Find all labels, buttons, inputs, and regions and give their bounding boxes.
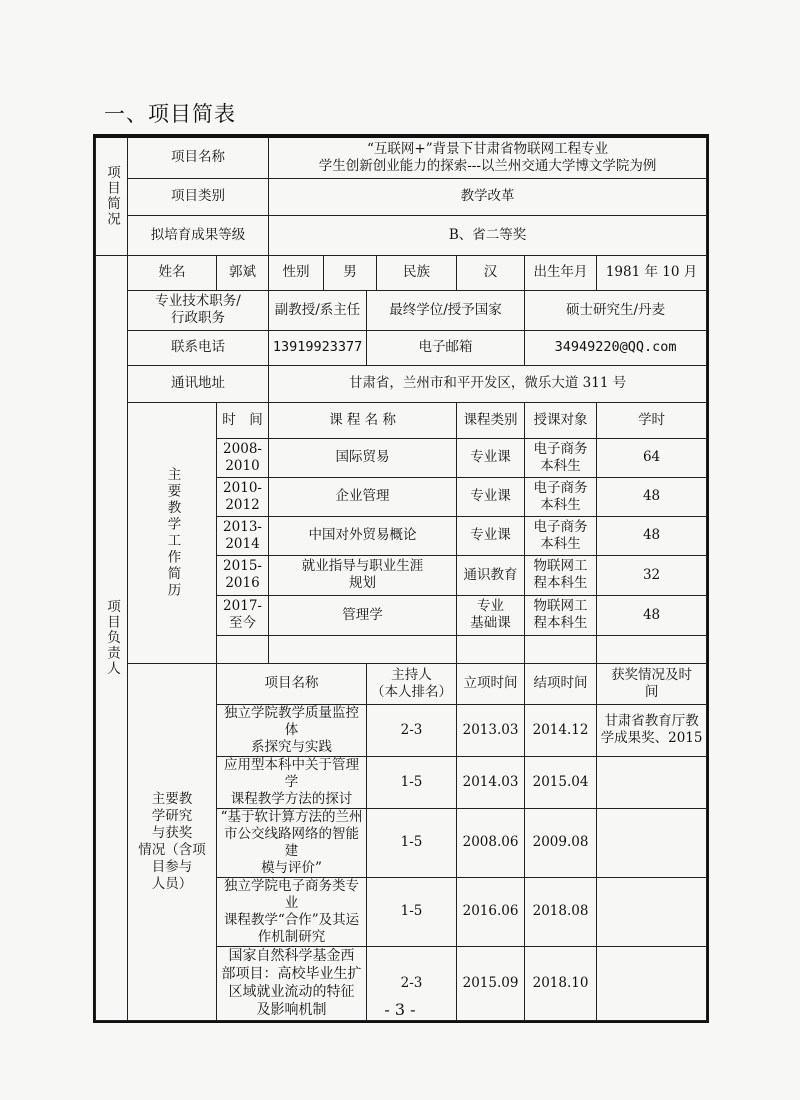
research-project: 应用型本科中关于管理学 课程教学方法的探讨 [217, 756, 367, 808]
page-number: - 3 - [384, 1000, 416, 1019]
research-header-project: 项目名称 [217, 663, 367, 704]
teaching-audience: 物联网工 程本科生 [525, 555, 597, 595]
birth-value: 1981 年 10 月 [597, 255, 707, 290]
birth-label: 出生年月 [525, 255, 597, 290]
section-heading: 一、项目简表 [104, 102, 236, 126]
teaching-category: 专业 基础课 [457, 595, 525, 635]
project-type-label: 项目类别 [128, 178, 269, 215]
teaching-audience: 电子商务 本科生 [525, 516, 597, 555]
teaching-header-hours: 学时 [597, 402, 707, 438]
research-start: 2016.06 [457, 877, 525, 946]
research-project: 独立学院电子商务类专业 课程教学“合作”及其运 作机制研究 [217, 877, 367, 946]
teaching-course: 国际贸易 [269, 438, 457, 477]
teaching-audience: 物联网工 程本科生 [525, 595, 597, 635]
teaching-hours: 48 [597, 516, 707, 555]
teaching-course: 就业指导与职业生涯 规划 [269, 555, 457, 595]
address-value: 甘肃省，兰州市和平开发区，微乐大道 311 号 [269, 365, 707, 402]
summary-section-label: 项目简况 [96, 137, 128, 255]
leader-name: 郭斌 [217, 255, 269, 290]
teaching-course: 企业管理 [269, 477, 457, 516]
leader-name-label: 姓名 [128, 255, 217, 290]
research-award [597, 808, 707, 877]
research-end: 2018.10 [525, 946, 597, 1020]
teaching-hours: 48 [597, 477, 707, 516]
teaching-hours: 48 [597, 595, 707, 635]
research-start: 2015.09 [457, 946, 525, 1020]
teaching-time: 2017-至今 [217, 595, 269, 635]
teaching-category: 专业课 [457, 438, 525, 477]
degree-value: 硕士研究生/丹麦 [525, 290, 707, 330]
award-level-label: 拟培育成果等级 [128, 215, 269, 255]
research-start: 2008.06 [457, 808, 525, 877]
project-name-value: “互联网+”背景下甘肃省物联网工程专业 学生创新创业能力的探索---以兰州交通大学博文学院为例 [269, 137, 707, 178]
research-rank: 2-3 [367, 704, 457, 756]
research-project: “基于软计算方法的兰州 市公交线路网络的智能建 模与评价” [217, 808, 367, 877]
research-header-end: 结项时间 [525, 663, 597, 704]
teaching-header-course: 课 程 名 称 [269, 402, 457, 438]
teaching-audience: 电子商务 本科生 [525, 477, 597, 516]
research-start: 2014.03 [457, 756, 525, 808]
teaching-category: 专业课 [457, 516, 525, 555]
teaching-section-label: 主要教学工作简历 [128, 402, 217, 663]
teaching-hours: 32 [597, 555, 707, 595]
research-header-start: 立项时间 [457, 663, 525, 704]
research-header-award: 获奖情况及时 间 [597, 663, 707, 704]
teaching-hours: 64 [597, 438, 707, 477]
address-label: 通讯地址 [128, 365, 269, 402]
teaching-course: 管理学 [269, 595, 457, 635]
project-type-value: 教学改革 [269, 178, 707, 215]
degree-label: 最终学位/授予国家 [367, 290, 525, 330]
email-label: 电子邮箱 [367, 330, 525, 365]
phone-label: 联系电话 [128, 330, 269, 365]
teaching-time: 2008-2010 [217, 438, 269, 477]
research-award: 甘肃省教育厅教 学成果奖、2015 [597, 704, 707, 756]
ethnicity-value: 汉 [457, 255, 525, 290]
research-project: 国家自然科学基金西 部项目：高校毕业生扩 区域就业流动的特征 及影响机制 [217, 946, 367, 1020]
teaching-audience: 电子商务 本科生 [525, 438, 597, 477]
email-value: 34949220@QQ.com [525, 330, 707, 365]
research-rank: 1-5 [367, 808, 457, 877]
teaching-time: 2013-2014 [217, 516, 269, 555]
research-rank: 2-3 [367, 946, 457, 1020]
research-end: 2014.12 [525, 704, 597, 756]
teaching-course: 中国对外贸易概论 [269, 516, 457, 555]
teaching-time: 2015-2016 [217, 555, 269, 595]
research-rank: 1-5 [367, 877, 457, 946]
teaching-header-category: 课程类别 [457, 402, 525, 438]
leader-section-label: 项目负责人 [96, 255, 128, 1020]
research-end: 2009.08 [525, 808, 597, 877]
teaching-category: 通识教育 [457, 555, 525, 595]
research-project: 独立学院教学质量监控体 系探究与实践 [217, 704, 367, 756]
research-award [597, 756, 707, 808]
award-level-value: B、省二等奖 [269, 215, 707, 255]
research-header-host: 主持人 （本人排名） [367, 663, 457, 704]
research-rank: 1-5 [367, 756, 457, 808]
gender-label: 性别 [269, 255, 324, 290]
project-summary-table [95, 136, 707, 1021]
teaching-category: 专业课 [457, 477, 525, 516]
job-title-label: 专业技术职务/ 行政职务 [128, 290, 269, 330]
project-name-label: 项目名称 [128, 137, 269, 178]
teaching-header-time: 时 间 [217, 402, 269, 438]
research-end: 2018.08 [525, 877, 597, 946]
research-award [597, 877, 707, 946]
teaching-time: 2010-2012 [217, 477, 269, 516]
gender-value: 男 [324, 255, 377, 290]
research-section-label: 主要教 学研究 与获奖 情况（含项 目参与 人员） [128, 663, 217, 1020]
teaching-header-audience: 授课对象 [525, 402, 597, 438]
job-title-value: 副教授/系主任 [269, 290, 367, 330]
ethnicity-label: 民族 [377, 255, 457, 290]
phone-value: 13919923377 [269, 330, 367, 365]
research-start: 2013.03 [457, 704, 525, 756]
research-end: 2015.04 [525, 756, 597, 808]
